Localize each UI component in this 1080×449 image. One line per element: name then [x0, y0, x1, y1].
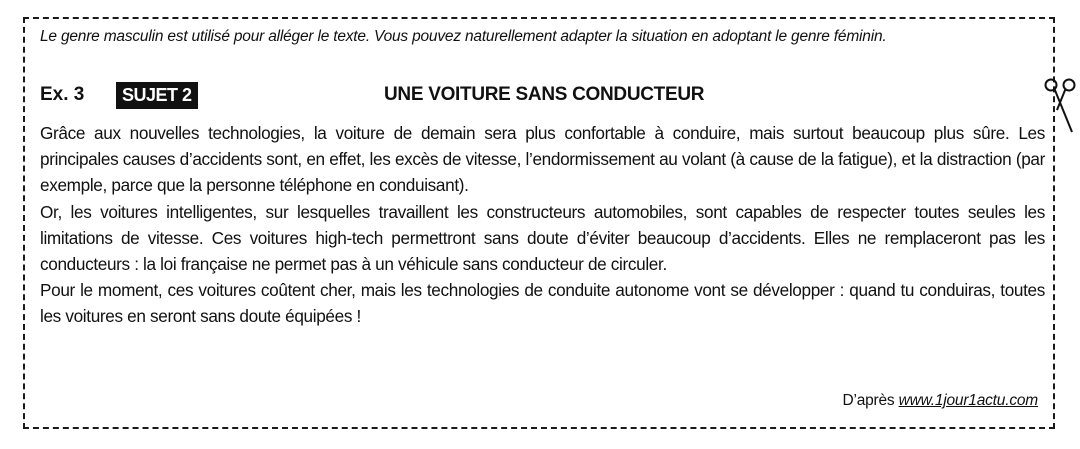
- exercise-text: [40, 120, 1045, 330]
- gender-note: Le genre masculin est utilisé pour alléger le texte. Vous pouvez naturellement adapter la situation en adoptant le genre féminin.: [40, 28, 887, 45]
- paragraph-3: Pour le moment, ces voitures coûtent cher, mais les technologies de conduite autonome vont se développer : quand tu conduiras, toutes les voitures en seront sans doute équipées !: [40, 280, 1045, 327]
- paragraph-1: Grâce aux nouvelles technologies, la voiture de demain sera plus confortable à conduire, mais surtout beaucoup plus sûre. Les principales causes d’accidents sont, en effet, les excès de vitesse, l’endormissement au volant (à cause de la fatigue), et la distraction (par exemple, parce que la personne téléphone en conduisant).: [40, 123, 1045, 196]
- scissors-icon: [1042, 76, 1080, 156]
- source-link[interactable]: www.1jour1actu.com: [898, 392, 1038, 409]
- source-prefix: D’après: [842, 392, 895, 409]
- paragraph-2: Or, les voitures intelligentes, sur lesquelles travaillent les constructeurs automobiles, sont capables de respecter toutes seules les limitations de vitesse. Ces voitures high-tech permettront sans doute d’éviter beaucoup d’accidents. Elles ne remplaceront pas les conducteurs : la loi française ne permet pas à un véhicule sans conducteur de circuler.: [40, 201, 1045, 275]
- exercise-header: [40, 82, 1045, 112]
- exercise-label: Ex. 3: [40, 84, 85, 105]
- source-credit: [842, 392, 1038, 410]
- subject-badge: SUJET 2: [116, 82, 198, 109]
- exercise-title: UNE VOITURE SANS CONDUCTEUR: [384, 84, 705, 105]
